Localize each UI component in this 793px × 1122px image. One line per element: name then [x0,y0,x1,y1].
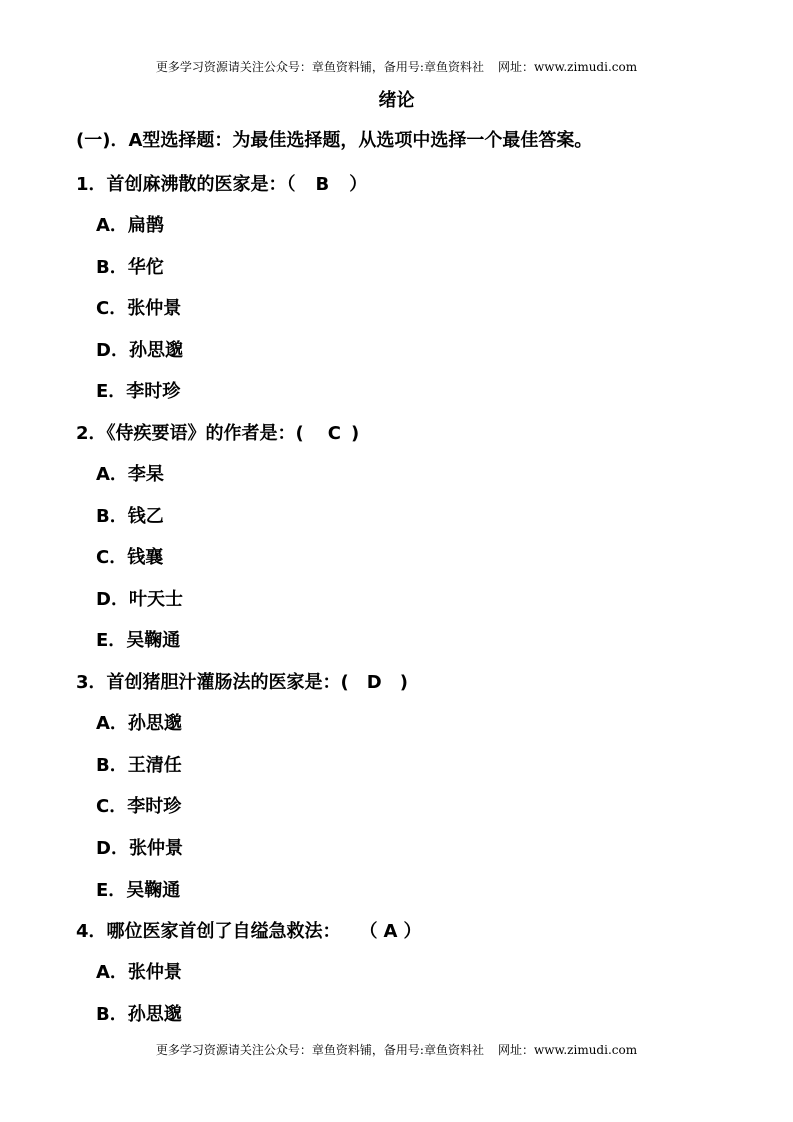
option-1d: D．孙思邈 [96,340,183,361]
option-2d: D．叶天士 [96,589,183,610]
option-1e: E．李时珍 [96,381,181,402]
option-1c: C．张仲景 [96,298,182,319]
option-2c: C．钱襄 [96,547,164,568]
footer-site: 网址：www.zimudi.com [497,1043,638,1057]
option-1a: A．扁鹊 [96,215,164,236]
question-stem: 1．首创麻沸散的医家是：（ [76,174,296,195]
header-site: 网址：www.zimudi.com [497,60,638,74]
option-1b: B．华佗 [96,257,164,278]
header-notice: 更多学习资源请关注公众号：章鱼资料铺，备用号:章鱼资料社 [155,60,484,74]
question-close: ) [350,423,360,444]
footer-notice: 更多学习资源请关注公众号：章鱼资料铺，备用号:章鱼资料社 [155,1043,484,1057]
question-answer: D [366,672,382,693]
question-3 [76,668,408,694]
option-2a: A．李杲 [96,464,164,485]
question-close: ） [403,921,422,942]
section-heading: (一)．A型选择题：为最佳选择题，从选项中选择一个最佳答案。 [76,130,593,151]
question-open: （ [368,921,378,942]
page-title: 绪论 [378,90,415,111]
question-answer: B [315,174,330,195]
question-stem: 4．哪位医家首创了自缢急救法： [76,921,341,942]
question-answer: C [327,423,341,444]
question-close: ) [399,672,408,693]
option-3a: A．孙思邈 [96,713,182,734]
question-4 [76,917,421,943]
option-3c: C．李时珍 [96,796,182,817]
option-3d: D．张仲景 [96,838,183,859]
option-4b: B．孙思邈 [96,1004,182,1025]
question-1 [76,170,367,196]
option-2e: E．吴鞠通 [96,630,181,651]
option-3e: E．吴鞠通 [96,880,181,901]
option-4a: A．张仲景 [96,962,182,983]
option-2b: B．钱乙 [96,506,164,527]
option-3b: B．王清任 [96,755,182,776]
question-answer: A [383,921,398,942]
question-close: ） [349,174,368,195]
question-stem: 3．首创猪胆汁灌肠法的医家是：( [76,672,349,693]
page-footer [0,1041,793,1058]
question-stem: 2．《侍疾要语》的作者是：( [76,423,304,444]
page-header [0,58,793,75]
question-2 [76,419,359,445]
